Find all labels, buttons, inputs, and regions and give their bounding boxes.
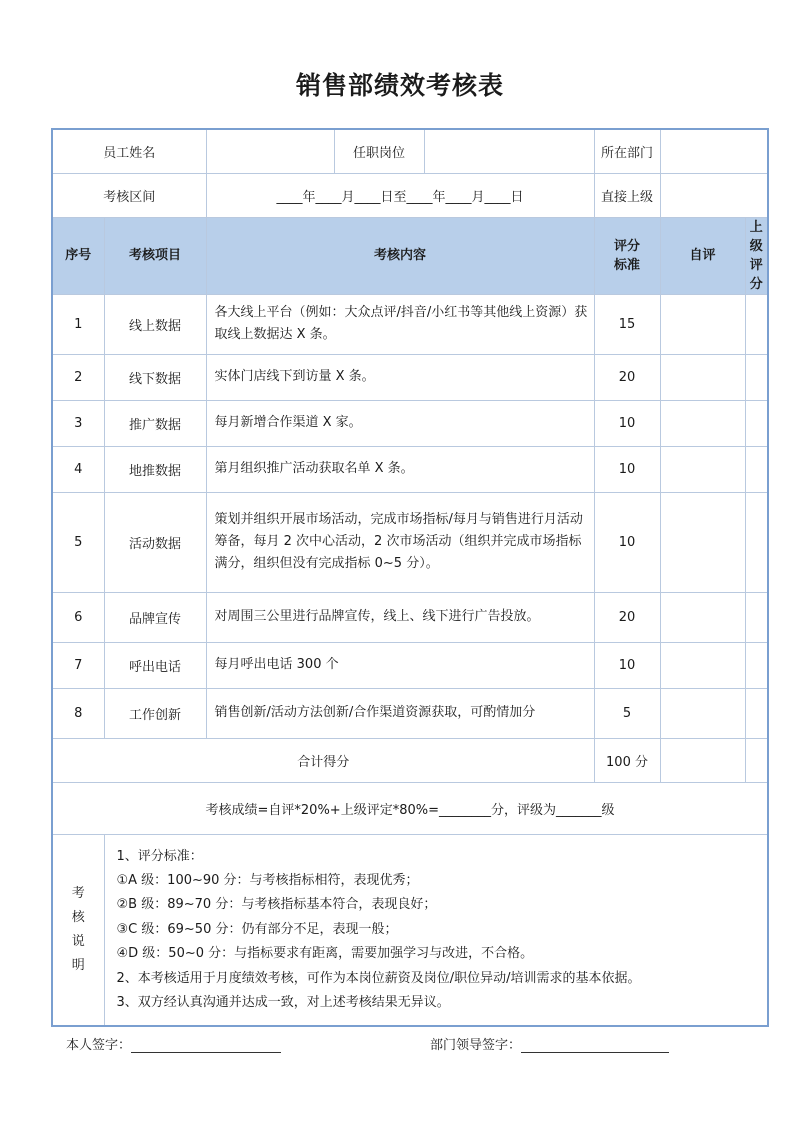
row-self-score[interactable] (660, 492, 745, 592)
row-superior-score[interactable] (745, 446, 768, 492)
row-content: 第月组织推广活动获取名单 X 条。 (206, 446, 594, 492)
leader-signature (430, 1034, 669, 1053)
info-row-1 (52, 129, 768, 173)
table-row (52, 400, 768, 446)
note-line: ③C 级：69~50 分：仍有部分不足，表现一般； (116, 921, 398, 937)
header-standard (594, 217, 660, 294)
note-line: ①A 级：100~90 分：与考核指标相符，表现优秀； (116, 872, 419, 888)
row-superior-score[interactable] (745, 294, 768, 354)
employee-name-label: 员工姓名 (52, 129, 206, 173)
row-content: 每月新增合作渠道 X 家。 (206, 400, 594, 446)
note-line: 3、双方经认真沟通并达成一致，对上述考核结果无异议。 (116, 994, 450, 1010)
row-superior-score[interactable] (745, 400, 768, 446)
header-self: 自评 (660, 217, 745, 294)
formula-row (52, 782, 768, 834)
row-score: 20 (594, 354, 660, 400)
note-line: ④D 级：50~0 分：与指标要求有距离，需要加强学习与改进，不合格。 (116, 946, 534, 962)
department-field[interactable] (660, 129, 768, 173)
row-score: 15 (594, 294, 660, 354)
self-signature-line[interactable] (131, 1038, 281, 1053)
row-score: 10 (594, 400, 660, 446)
supervisor-field[interactable] (660, 173, 768, 217)
row-content: 对周围三公里进行品牌宣传，线上、线下进行广告投放。 (206, 592, 594, 642)
row-self-score[interactable] (660, 294, 745, 354)
header-superior-line1: 上级 (749, 219, 763, 254)
row-score: 5 (594, 688, 660, 738)
self-signature-label: 本人签字： (66, 1038, 132, 1053)
notes-row (52, 834, 768, 1026)
row-superior-score[interactable] (745, 354, 768, 400)
row-content: 实体门店线下到访量 X 条。 (206, 354, 594, 400)
formula-text: 考核成绩=自评*20%+上级评定*80%=________分，评级为_______级 (52, 782, 768, 834)
page-title: 销售部绩效考核表 (295, 71, 504, 100)
header-content: 考核内容 (206, 217, 594, 294)
row-self-score[interactable] (660, 446, 745, 492)
row-content: 每月呼出电话 300 个 (206, 642, 594, 688)
row-no: 8 (52, 688, 104, 738)
row-item: 地推数据 (104, 446, 206, 492)
row-superior-score[interactable] (745, 592, 768, 642)
notes-label (52, 834, 104, 1026)
row-self-score[interactable] (660, 592, 745, 642)
row-no: 6 (52, 592, 104, 642)
row-superior-score[interactable] (745, 642, 768, 688)
department-label: 所在部门 (594, 129, 660, 173)
supervisor-label: 直接上级 (594, 173, 660, 217)
table-row (52, 642, 768, 688)
row-superior-score[interactable] (745, 688, 768, 738)
header-standard-line2: 标准 (614, 257, 641, 273)
row-content: 各大线上平台（例如：大众点评/抖音/小红书等其他线上资源）获取线上数据达 X 条。 (206, 294, 594, 354)
notes-label-char: 说 (71, 933, 85, 949)
leader-signature-line[interactable] (521, 1038, 669, 1053)
header-item: 考核项目 (104, 217, 206, 294)
notes-label-char: 核 (71, 909, 85, 925)
leader-signature-label: 部门领导签字： (430, 1038, 522, 1053)
row-score: 10 (594, 492, 660, 592)
table-row (52, 354, 768, 400)
row-no: 5 (52, 492, 104, 592)
period-label: 考核区间 (52, 173, 206, 217)
notes-content (104, 834, 768, 1026)
header-no: 序号 (52, 217, 104, 294)
row-no: 2 (52, 354, 104, 400)
row-score: 10 (594, 446, 660, 492)
table-header (52, 217, 768, 294)
row-content: 策划并组织开展市场活动，完成市场指标/每月与销售进行月活动筹备，每月 2 次中心活动，2 次市场活动（组织并完成市场指标满分，组织但没有完成指标 0~5 分）。 (206, 492, 594, 592)
row-superior-score[interactable] (745, 492, 768, 592)
header-standard-line1: 评分 (614, 238, 641, 254)
note-line: ②B 级：89~70 分：与考核指标基本符合，表现良好； (116, 897, 437, 913)
notes-label-char: 考 (71, 885, 85, 901)
total-self-score[interactable] (660, 738, 745, 782)
row-self-score[interactable] (660, 642, 745, 688)
row-no: 4 (52, 446, 104, 492)
row-content: 销售创新/活动方法创新/合作渠道资源获取，可酌情加分 (206, 688, 594, 738)
info-row-2 (52, 173, 768, 217)
row-item: 线上数据 (104, 294, 206, 354)
row-item: 呼出电话 (104, 642, 206, 688)
period-field[interactable]: ____年____月____日至____年____月____日 (206, 173, 594, 217)
notes-label-char: 明 (71, 957, 85, 973)
table-row (52, 294, 768, 354)
employee-name-field[interactable] (206, 129, 334, 173)
note-line: 2、本考核适用于月度绩效考核，可作为本岗位薪资及岗位/职位异动/培训需求的基本依据。 (116, 970, 641, 986)
row-score: 10 (594, 642, 660, 688)
table-row (52, 592, 768, 642)
header-superior (745, 217, 768, 294)
total-superior-score[interactable] (745, 738, 768, 782)
row-item: 活动数据 (104, 492, 206, 592)
appraisal-table (51, 128, 769, 1027)
row-item: 线下数据 (104, 354, 206, 400)
row-no: 7 (52, 642, 104, 688)
row-item: 推广数据 (104, 400, 206, 446)
self-signature (66, 1034, 281, 1053)
row-no: 1 (52, 294, 104, 354)
position-field[interactable] (424, 129, 594, 173)
position-label: 任职岗位 (334, 129, 424, 173)
row-item: 品牌宣传 (104, 592, 206, 642)
row-self-score[interactable] (660, 354, 745, 400)
row-no: 3 (52, 400, 104, 446)
note-line: 1、评分标准： (116, 848, 203, 864)
total-value: 100 分 (594, 738, 660, 782)
total-row (52, 738, 768, 782)
row-self-score[interactable] (660, 400, 745, 446)
table-row (52, 446, 768, 492)
row-score: 20 (594, 592, 660, 642)
table-row (52, 492, 768, 592)
row-self-score[interactable] (660, 688, 745, 738)
table-row (52, 688, 768, 738)
header-superior-line2: 评分 (749, 257, 763, 292)
row-item: 工作创新 (104, 688, 206, 738)
total-label: 合计得分 (52, 738, 594, 782)
